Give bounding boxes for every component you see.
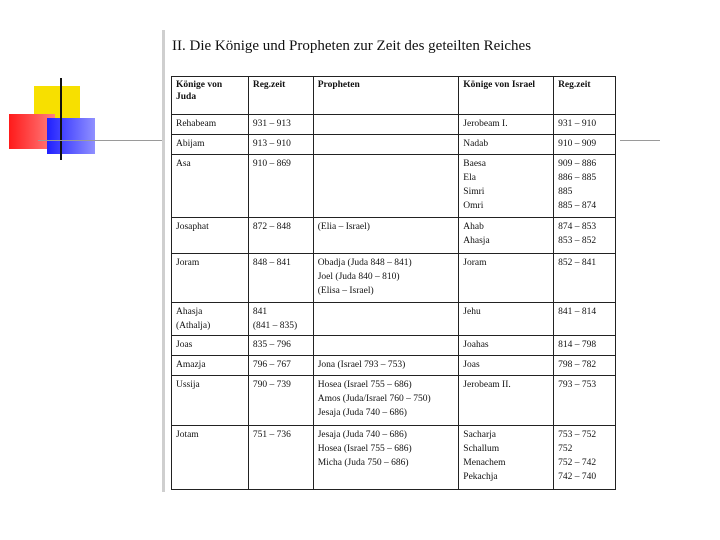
cell: 793 – 753	[554, 376, 616, 426]
scan-edge	[162, 30, 165, 492]
cell: Jehu	[459, 303, 554, 336]
cell: 798 – 782	[554, 356, 616, 376]
cell: Obadja (Juda 848 – 841) Joel (Juda 840 – 810) (Elisa – Israel)	[313, 254, 459, 303]
cell: 848 – 841	[248, 254, 313, 303]
cell	[313, 336, 459, 356]
cell: Sacharja Schallum Menachem Pekachja	[459, 426, 554, 490]
cell: Baesa Ela Simri Omri	[459, 155, 554, 218]
cell: Jona (Israel 793 – 753)	[313, 356, 459, 376]
cell: 753 – 752 752 752 – 742 742 – 740	[554, 426, 616, 490]
cell: Asa	[172, 155, 249, 218]
cell: Josaphat	[172, 218, 249, 254]
table-header-row	[172, 77, 616, 115]
header-kings-israel: Könige von Israel	[459, 77, 554, 115]
cell: Nadab	[459, 135, 554, 155]
header-reign-israel: Reg.zeit	[554, 77, 616, 115]
table-row	[172, 356, 616, 376]
cell: 835 – 796	[248, 336, 313, 356]
cell: (Elia – Israel)	[313, 218, 459, 254]
cell: Jerobeam I.	[459, 115, 554, 135]
cell: Jerobeam II.	[459, 376, 554, 426]
cell: 814 – 798	[554, 336, 616, 356]
cell: 852 – 841	[554, 254, 616, 303]
table-row	[172, 254, 616, 303]
table-row	[172, 336, 616, 356]
cell: Amazja	[172, 356, 249, 376]
cell: 931 – 910	[554, 115, 616, 135]
cell: 913 – 910	[248, 135, 313, 155]
cell: Jesaja (Juda 740 – 686) Hosea (Israel 755 – 686) Micha (Juda 750 – 686)	[313, 426, 459, 490]
cell: Ahasja (Athalja)	[172, 303, 249, 336]
header-reign-juda: Reg.zeit	[248, 77, 313, 115]
cell	[313, 155, 459, 218]
decor-blue-square	[47, 118, 95, 154]
table-row	[172, 426, 616, 490]
cell: Ussija	[172, 376, 249, 426]
cell: 910 – 909	[554, 135, 616, 155]
cell: 790 – 739	[248, 376, 313, 426]
cell	[313, 115, 459, 135]
header-kings-juda: Könige von Juda	[172, 77, 249, 115]
cell: 796 – 767	[248, 356, 313, 376]
document-title: II. Die Könige und Propheten zur Zeit des geteilten Reiches	[172, 38, 532, 54]
cell: Ahab Ahasja	[459, 218, 554, 254]
cell: 909 – 886 886 – 885 885 885 – 874	[554, 155, 616, 218]
table-row	[172, 135, 616, 155]
header-prophets: Propheten	[313, 77, 459, 115]
cell: Joahas	[459, 336, 554, 356]
kings-prophets-table	[171, 76, 616, 490]
cell: Abijam	[172, 135, 249, 155]
cell: Joram	[459, 254, 554, 303]
cell: Jotam	[172, 426, 249, 490]
cell	[313, 135, 459, 155]
table-row	[172, 376, 616, 426]
cell: 841 (841 – 835)	[248, 303, 313, 336]
table-row	[172, 115, 616, 135]
cell: 841 – 814	[554, 303, 616, 336]
table-row	[172, 155, 616, 218]
cell: 751 – 736	[248, 426, 313, 490]
cell: 931 – 913	[248, 115, 313, 135]
cell	[313, 303, 459, 336]
table-row	[172, 303, 616, 336]
cell: Hosea (Israel 755 – 686) Amos (Juda/Israel 760 – 750) Jesaja (Juda 740 – 686)	[313, 376, 459, 426]
cell: Joas	[172, 336, 249, 356]
cell: 910 – 869	[248, 155, 313, 218]
cell: Rehabeam	[172, 115, 249, 135]
decor-vertical-line	[60, 78, 62, 160]
table-row	[172, 218, 616, 254]
cell: Joram	[172, 254, 249, 303]
cell: 872 – 848	[248, 218, 313, 254]
cell: 874 – 853 853 – 852	[554, 218, 616, 254]
cell: Joas	[459, 356, 554, 376]
